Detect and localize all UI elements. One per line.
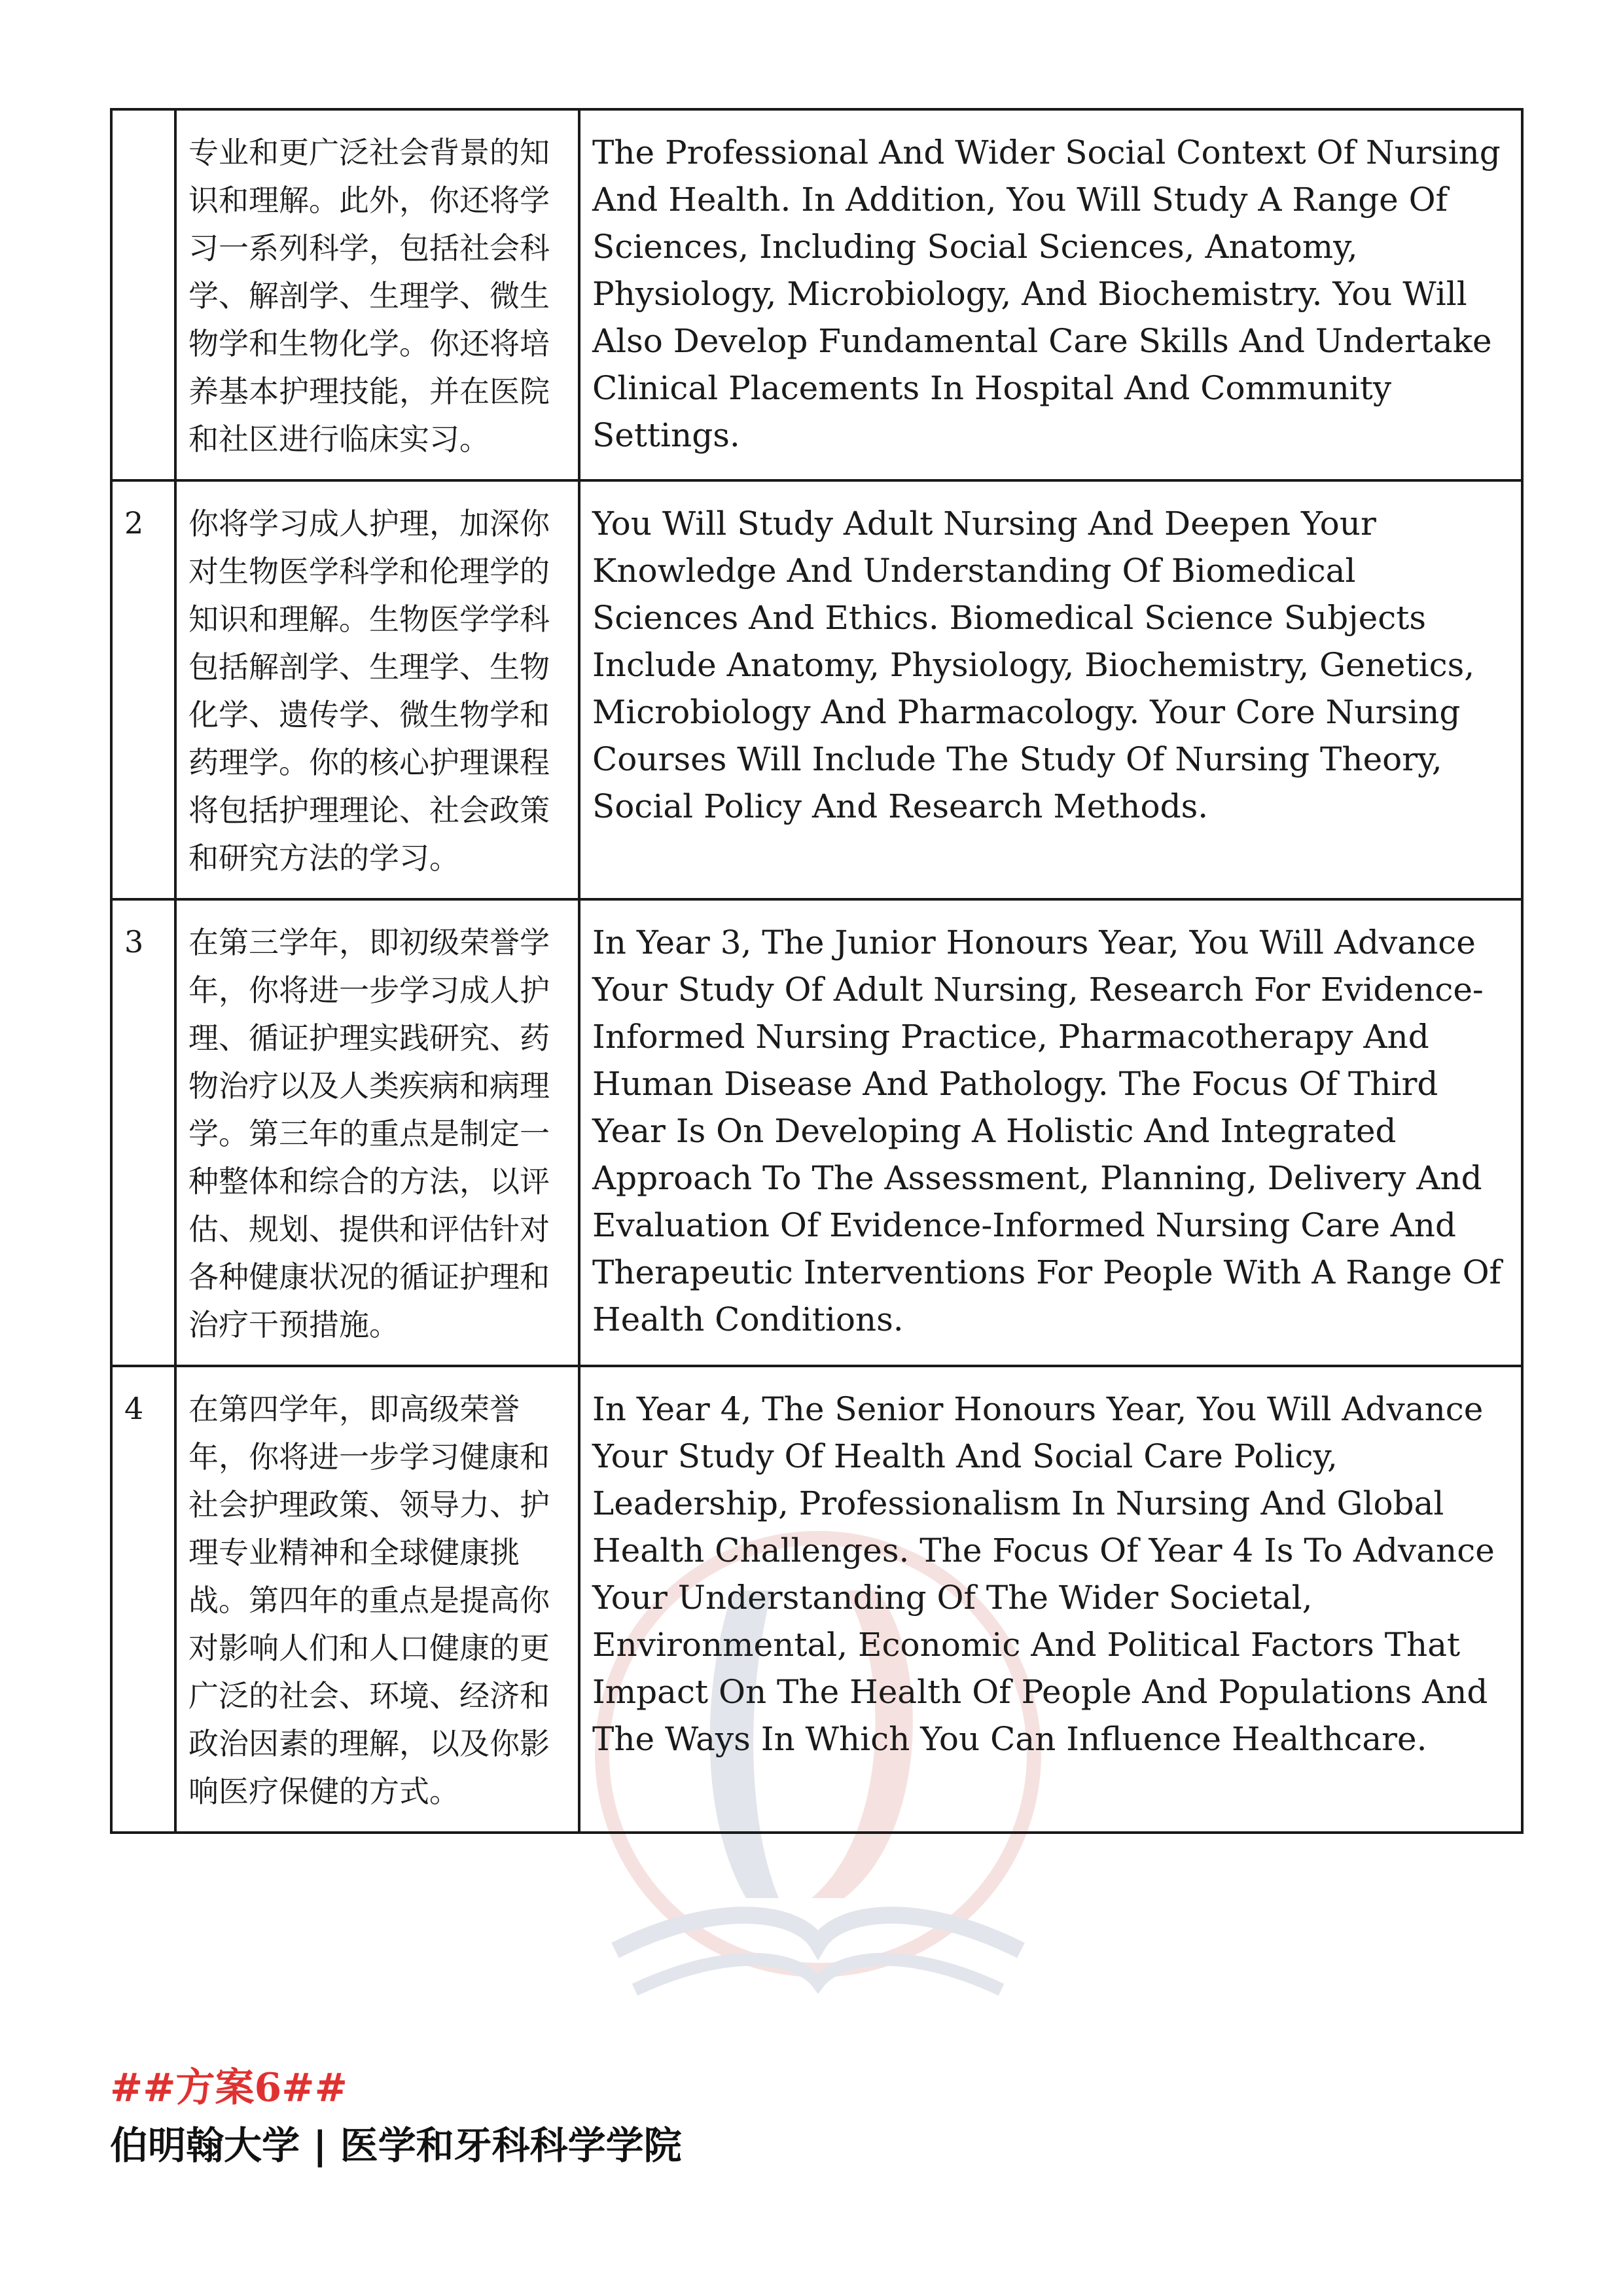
chinese-description-cell: 在第四学年，即高级荣誉年，你将进一步学习健康和社会护理政策、领导力、护理专业精神和全球健康挑战。第四年的重点是提高你对影响人们和人口健康的更广泛的社会、环境、经济和政治因素的理解，以及你影响医疗保健的方式。 xyxy=(175,1366,579,1833)
table-row xyxy=(111,480,1522,899)
scheme-heading: ##方案6## xyxy=(110,2065,348,2111)
school-title: 伯明翰大学 | 医学和牙科科学学院 xyxy=(110,2123,682,2168)
english-description-cell: In Year 4, The Senior Honours Year, You Will Advance Your Study Of Health And Social Care Policy, Leadership, Professionalism In Nursing And Global Health Challenges. The Focus Of Year 4 Is To Advance Your Understanding Of The Wider Societal, Environmental, Economic And Political Factors That Impact On The Health Of People And Populations And The Ways In Which You Can Influence Healthcare. xyxy=(579,1366,1522,1833)
year-number-cell: 3 xyxy=(111,899,175,1366)
english-description-cell: The Professional And Wider Social Context Of Nursing And Health. In Addition, You Will Study A Range Of Sciences, Including Social Sciences, Anatomy, Physiology, Microbiology, And Biochemistry. You Will Also Develop Fundamental Care Skills And Undertake Clinical Placements In Hospital And Community Settings. xyxy=(579,109,1522,480)
program-table xyxy=(110,108,1524,1834)
year-number-cell: 4 xyxy=(111,1366,175,1833)
english-description-cell: You Will Study Adult Nursing And Deepen Your Knowledge And Understanding Of Biomedical Sciences And Ethics. Biomedical Science Subjects Include Anatomy, Physiology, Biochemistry, Genetics, Microbiology And Pharmacology. Your Core Nursing Courses Will Include The Study Of Nursing Theory, Social Policy And Research Methods. xyxy=(579,480,1522,899)
chinese-description-cell: 在第三学年，即初级荣誉学年，你将进一步学习成人护理、循证护理实践研究、药物治疗以及人类疾病和病理学。第三年的重点是制定一种整体和综合的方法，以评估、规划、提供和评估针对各种健康状况的循证护理和治疗干预措施。 xyxy=(175,899,579,1366)
chinese-description-cell: 你将学习成人护理，加深你对生物医学科学和伦理学的知识和理解。生物医学学科包括解剖学、生理学、生物化学、遗传学、微生物学和药理学。你的核心护理课程将包括护理理论、社会政策和研究方法的学习。 xyxy=(175,480,579,899)
year-number-cell xyxy=(111,109,175,480)
english-description-cell: In Year 3, The Junior Honours Year, You Will Advance Your Study Of Adult Nursing, Research For Evidence-Informed Nursing Practice, Pharmacotherapy And Human Disease And Pathology. The Focus Of Third Year Is On Developing A Holistic And Integrated Approach To The Assessment, Planning, Delivery And Evaluation Of Evidence-Informed Nursing Care And Therapeutic Interventions For People With A Range Of Health Conditions. xyxy=(579,899,1522,1366)
table-row xyxy=(111,1366,1522,1833)
year-number-cell: 2 xyxy=(111,480,175,899)
table-row xyxy=(111,109,1522,480)
chinese-description-cell: 专业和更广泛社会背景的知识和理解。此外，你还将学习一系列科学，包括社会科学、解剖学、生理学、微生物学和生物化学。你还将培养基本护理技能，并在医院和社区进行临床实习。 xyxy=(175,109,579,480)
table-row xyxy=(111,899,1522,1366)
